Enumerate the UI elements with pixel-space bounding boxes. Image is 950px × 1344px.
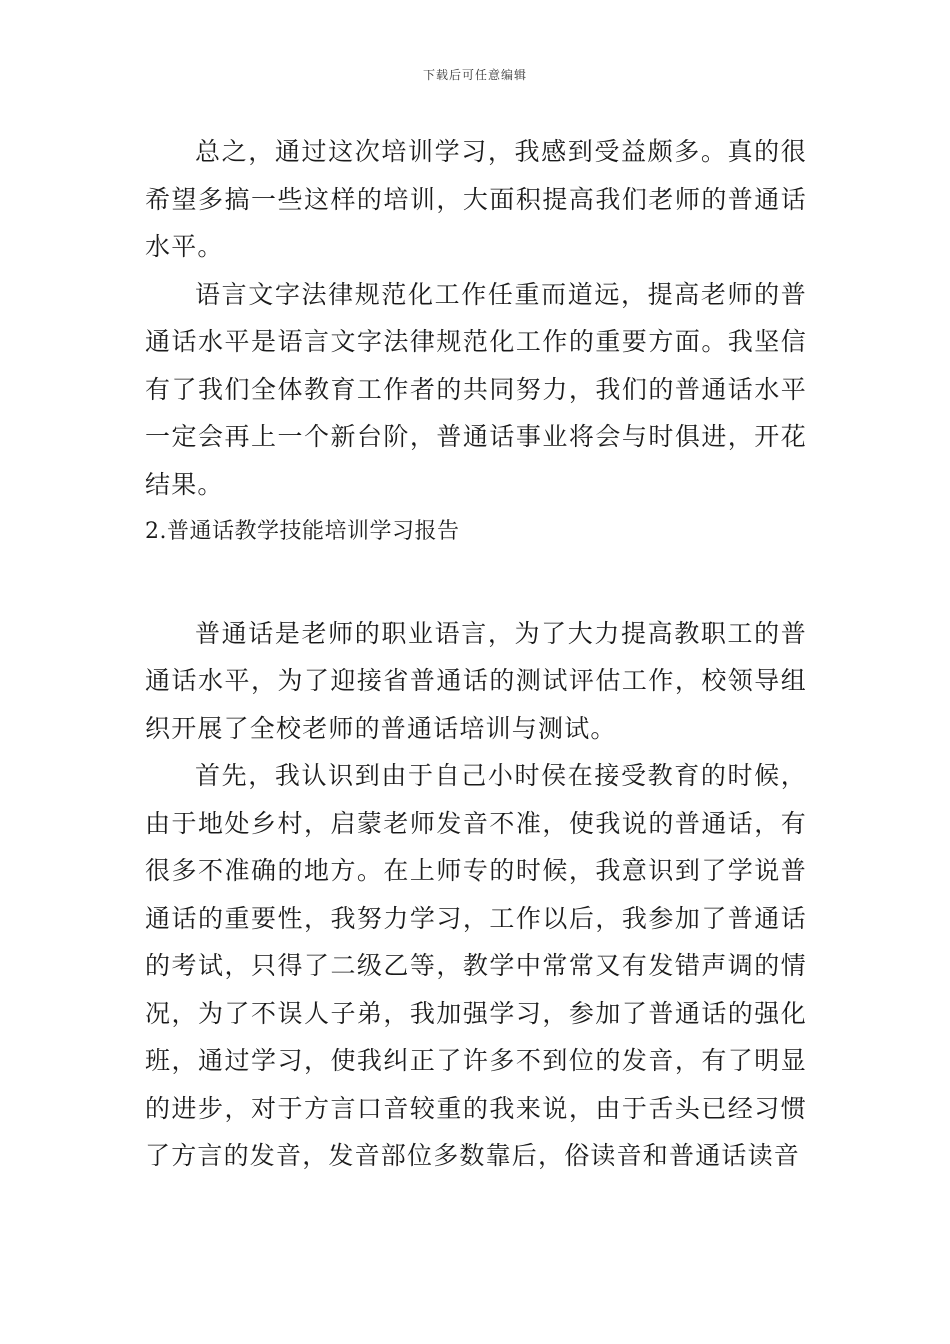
paragraph-first: 首先，我认识到由于自己小时侯在接受教育的时候，由于地处乡村，启蒙老师发音不准，使我说的普通话，有很多不准确的地方。在上师专的时候，我意识到了学说普通话的重要性，我努力学习，工作以后，我参加了普通话的考试，只得了二级乙等，教学中常常又有发错声调的情况，为了不误人子弟，我加强学习，参加了普通话的强化班，通过学习，使我纠正了许多不到位的发音，有了明显的进步，对于方言口音较重的我来说，由于舌头已经习惯了方言的发音，发音部位多数靠后，俗读音和普通话读音 <box>145 761 807 1170</box>
page-header: 下载后可任意编辑 <box>422 68 527 82</box>
paragraph-intro: 普通话是老师的职业语言，为了大力提高教职工的普通话水平，为了迎接省普通话的测试评估工作，校领导组织开展了全校老师的普通话培训与测试。 <box>145 618 807 743</box>
document-body <box>145 128 807 1180</box>
paragraph-language-law: 语言文字法律规范化工作任重而道远，提高老师的普通话水平是语言文字法律规范化工作的重要方面。我坚信有了我们全体教育工作者的共同努力，我们的普通话水平一定会再上一个新台阶，普通话事业将会与时俱进，开花结果。 <box>145 279 807 499</box>
section-spacer <box>145 556 807 610</box>
paragraph-conclusion: 总之，通过这次培训学习，我感到受益颇多。真的很希望多搞一些这样的培训，大面积提高我们老师的普通话水平。 <box>145 137 807 261</box>
section-heading: 2.普通话教学技能培训学习报告 <box>145 519 460 544</box>
